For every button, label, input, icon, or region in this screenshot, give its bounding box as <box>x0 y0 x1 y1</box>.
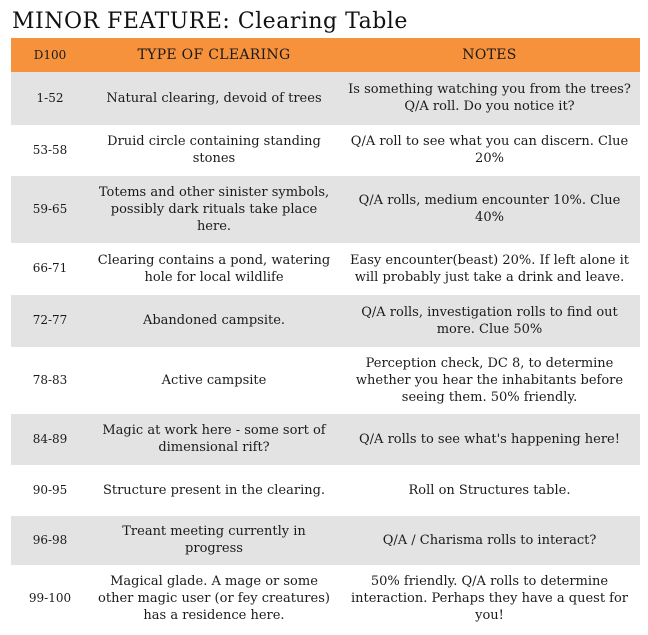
table-row <box>11 565 640 631</box>
row-type: Treant meeting currently in progress <box>89 515 339 565</box>
row-notes: Q/A rolls, medium encounter 10%. Clue 40% <box>339 175 640 243</box>
row-type: Active campsite <box>89 347 339 413</box>
table-row <box>11 294 640 347</box>
table-row <box>11 72 640 125</box>
table-row <box>11 515 640 565</box>
table-row <box>11 175 640 243</box>
table-row <box>11 465 640 515</box>
page-title: MINOR FEATURE: Clearing Table <box>12 9 408 34</box>
row-range: 84-89 <box>11 413 89 465</box>
row-notes: Q/A rolls to see what's happening here! <box>339 413 640 465</box>
row-notes: Q/A roll to see what you can discern. Clue 20% <box>339 125 640 175</box>
row-range: 99-100 <box>11 565 89 631</box>
row-notes: Is something watching you from the trees? Q/A roll. Do you notice it? <box>339 72 640 125</box>
row-type: Abandoned campsite. <box>89 294 339 347</box>
table-row <box>11 347 640 413</box>
row-range: 90-95 <box>11 465 89 515</box>
row-type: Druid circle containing standing stones <box>89 125 339 175</box>
table-row <box>11 125 640 175</box>
row-type: Magic at work here - some sort of dimensional rift? <box>89 413 339 465</box>
header-type-of-clearing: TYPE OF CLEARING <box>89 38 339 72</box>
row-range: 59-65 <box>11 175 89 243</box>
row-notes: 50% friendly. Q/A rolls to determine interaction. Perhaps they have a quest for you! <box>339 565 640 631</box>
row-type: Natural clearing, devoid of trees <box>89 72 339 125</box>
row-notes: Easy encounter(beast) 20%. If left alone it will probably just take a drink and leave. <box>339 243 640 294</box>
row-range: 66-71 <box>11 243 89 294</box>
row-notes: Q/A rolls, investigation rolls to find out more. Clue 50% <box>339 294 640 347</box>
row-notes: Roll on Structures table. <box>339 465 640 515</box>
table-row <box>11 243 640 294</box>
header-d100: D100 <box>11 38 89 72</box>
table-row <box>11 413 640 465</box>
row-type: Structure present in the clearing. <box>89 465 339 515</box>
row-range: 1-52 <box>11 72 89 125</box>
table-header-row <box>11 38 640 72</box>
clearing-table <box>11 38 640 632</box>
row-type: Totems and other sinister symbols, possibly dark rituals take place here. <box>89 175 339 243</box>
row-range: 78-83 <box>11 347 89 413</box>
row-notes: Q/A / Charisma rolls to interact? <box>339 515 640 565</box>
row-range: 72-77 <box>11 294 89 347</box>
row-range: 96-98 <box>11 515 89 565</box>
row-type: Magical glade. A mage or some other magic user (or fey creatures) has a residence here. <box>89 565 339 631</box>
row-type: Clearing contains a pond, watering hole for local wildlife <box>89 243 339 294</box>
header-notes: NOTES <box>339 38 640 72</box>
row-notes: Perception check, DC 8, to determine whether you hear the inhabitants before seeing them. 50% friendly. <box>339 347 640 413</box>
row-range: 53-58 <box>11 125 89 175</box>
